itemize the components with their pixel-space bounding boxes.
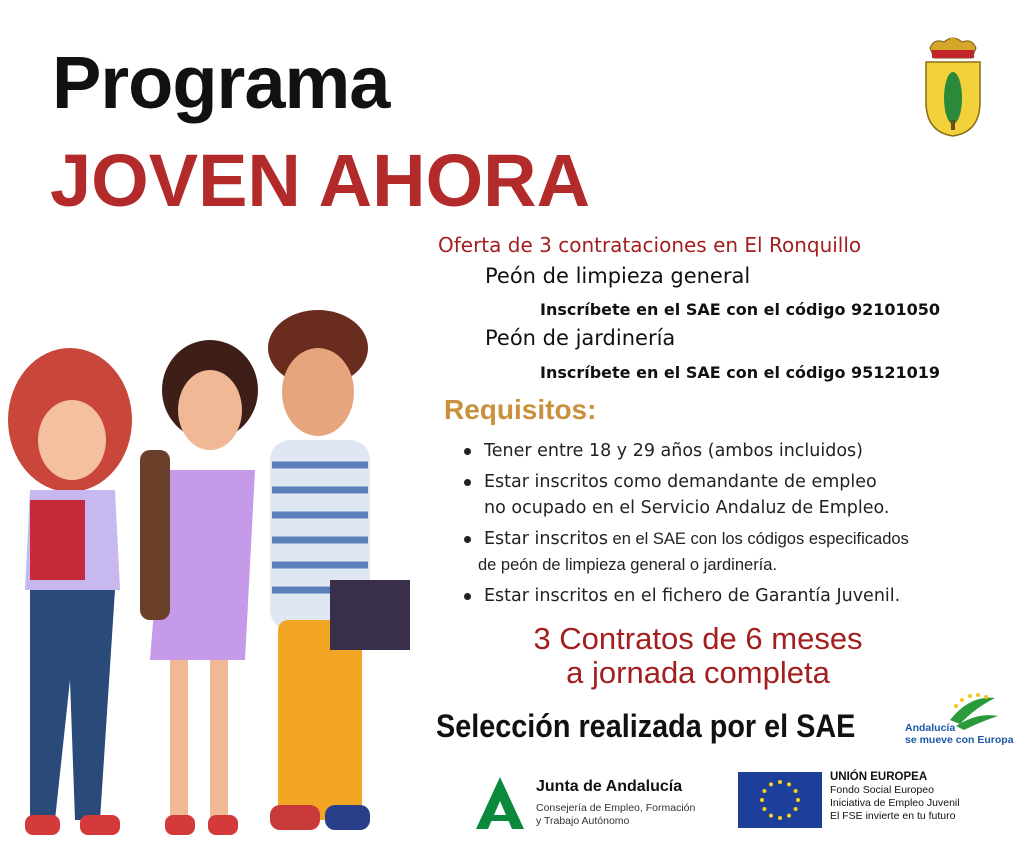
eu-flag-icon <box>738 772 822 828</box>
program-title: Programa <box>52 41 390 124</box>
list-item: Estar inscritos como demandante de empleo no ocupado en el Servicio Andaluz de Empleo. <box>462 469 1002 521</box>
junta-name: Junta de Andalucía <box>536 778 683 795</box>
municipal-crest-icon <box>922 36 984 138</box>
contracts-info: 3 Contratos de 6 meses a jornada completa <box>533 621 863 690</box>
program-subtitle: JOVEN AHORA <box>50 139 591 222</box>
requirements-list <box>462 438 1002 614</box>
job-code-jardineria: Inscríbete en el SAE con el código 95121019 <box>540 363 941 382</box>
junta-andalucia-logo-icon <box>472 775 528 831</box>
list-item: Estar inscritos en el fichero de Garantía Juvenil. <box>462 583 1002 609</box>
job-code-limpieza: Inscríbete en el SAE con el código 92101050 <box>540 300 941 319</box>
job-title-jardineria: Peón de jardinería <box>485 326 676 350</box>
junta-department: Consejería de Empleo, Formación y Trabajo Autónomo <box>536 802 696 827</box>
eu-fse-text: UNIÓN EUROPEA Fondo Social Europeo Iniciativa de Empleo Juvenil El FSE invierte en tu futuro <box>830 771 960 822</box>
list-item: Tener entre 18 y 29 años (ambos incluidos) <box>462 438 1002 464</box>
selection-note: Selección realizada por el SAE <box>436 708 856 744</box>
list-item: Estar inscritos en el SAE con los códigos especificados de peón de limpieza general o jardinería. <box>462 526 1002 578</box>
young-people-illustration <box>0 300 440 858</box>
requirements-title: Requisitos: <box>444 394 597 425</box>
offer-headline: Oferta de 3 contrataciones en El Ronquillo <box>438 233 862 257</box>
andalucia-europa-text: Andalucía se mueve con Europa <box>905 722 1014 746</box>
job-title-limpieza: Peón de limpieza general <box>485 264 751 288</box>
